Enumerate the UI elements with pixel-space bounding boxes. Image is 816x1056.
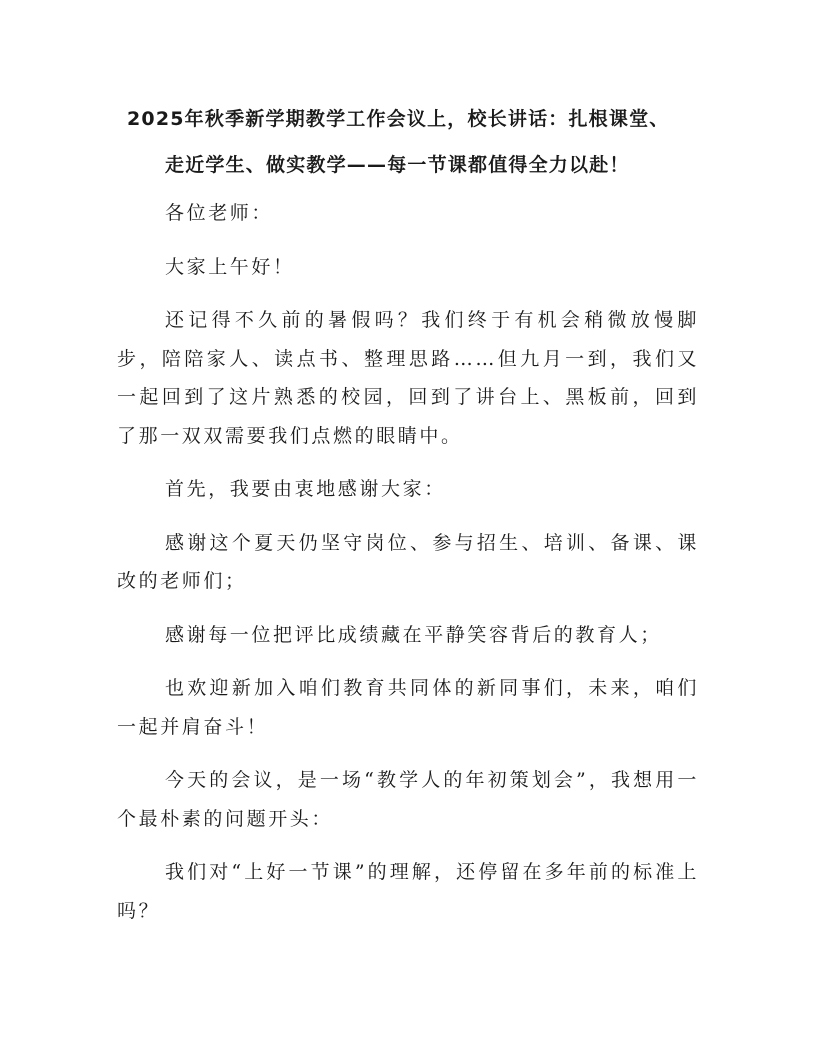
body-paragraph: 感谢这个夏天仍坚守岗位、参与招生、培训、备课、课改的老师们； <box>117 531 699 592</box>
body-paragraph: 今天的会议，是一场“教学人的年初策划会”，我想用一个最朴素的问题开头： <box>117 769 699 830</box>
salutation: 各位老师： <box>165 202 274 224</box>
body-paragraph: 感谢每一位把评比成绩藏在平静笑容背后的教育人； <box>165 623 662 646</box>
body-paragraph: 首先，我要由衷地感谢大家： <box>165 478 446 500</box>
title-line-2: 走近学生、做实教学——每一节课都值得全力以赴！ <box>165 154 630 176</box>
body-paragraph: 也欢迎新加入咱们教育共同体的新同事们，未来，咱们一起并肩奋斗！ <box>117 677 699 738</box>
body-paragraph: 我们对“上好一节课”的理解，还停留在多年前的标准上吗？ <box>117 861 699 922</box>
title-line-1: 2025年秋季新学期教学工作会议上，校长讲话：扎根课堂、 <box>127 108 670 130</box>
document-body <box>117 194 699 930</box>
body-paragraph: 还记得不久前的暑假吗？我们终于有机会稍微放慢脚步，陪陪家人、读点书、整理思路……但九月一到，我们又一起回到了这片熟悉的校园，回到了讲台上、黑板前，回到了那一双双需要我们点燃的眼睛中。 <box>117 309 699 447</box>
greeting: 大家上午好！ <box>165 255 295 278</box>
document-title <box>117 96 699 188</box>
